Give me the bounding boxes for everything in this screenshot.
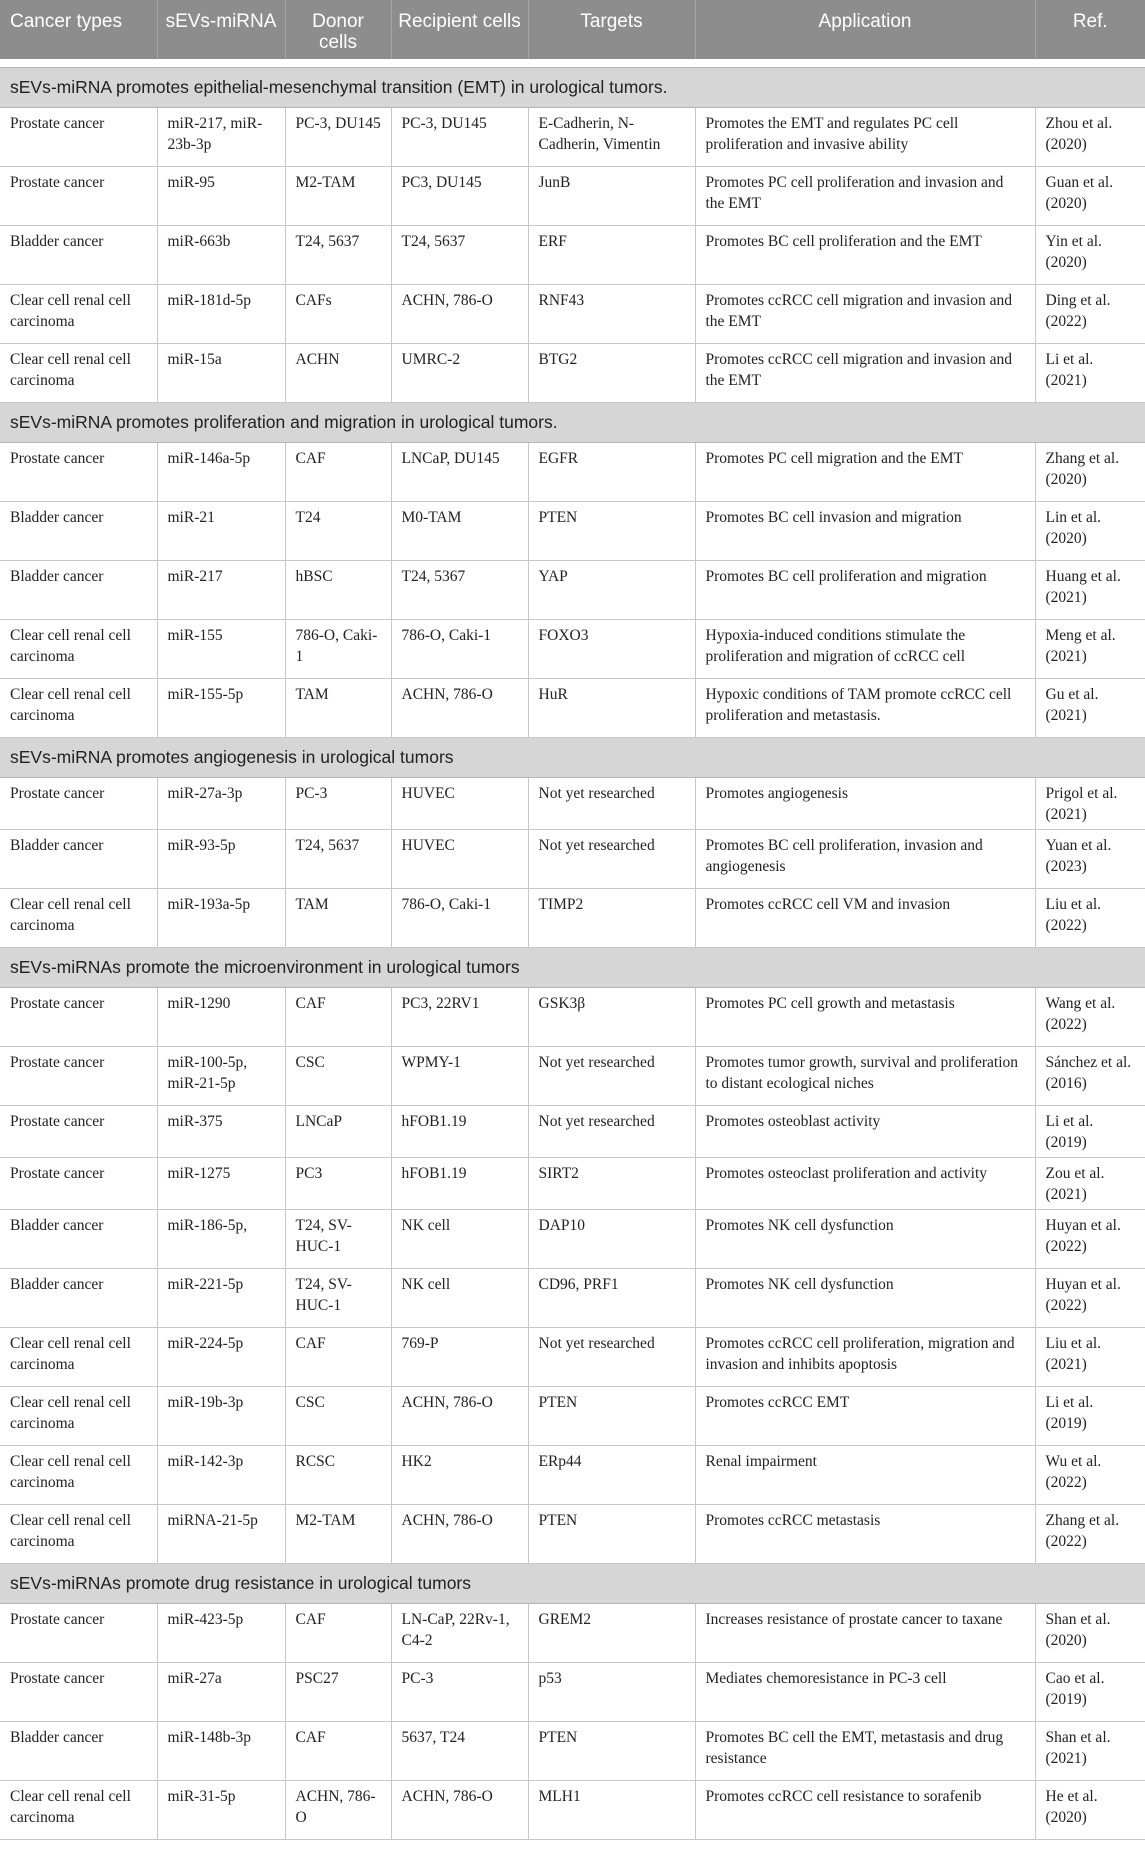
donor-cells-cell: RCSC [285, 1446, 391, 1505]
mirna-cell: miR-1275 [157, 1158, 285, 1210]
donor-cells-cell: T24, SV-HUC-1 [285, 1210, 391, 1269]
recipient-cells-cell: PC3, DU145 [391, 167, 528, 226]
table-row [0, 778, 1145, 830]
table-row [0, 988, 1145, 1047]
donor-cells-cell: CSC [285, 1047, 391, 1106]
recipient-cells-cell: ACHN, 786-O [391, 1387, 528, 1446]
ref-cell: Zou et al. (2021) [1035, 1158, 1145, 1210]
cancer-type-cell: Clear cell renal cell carcinoma [0, 1781, 157, 1840]
recipient-cells-cell: hFOB1.19 [391, 1158, 528, 1210]
recipient-cells-cell: 5637, T24 [391, 1722, 528, 1781]
application-cell: Promotes BC cell proliferation and the EMT [695, 226, 1035, 285]
table-row [0, 1158, 1145, 1210]
targets-cell: EGFR [528, 443, 695, 502]
targets-cell: GREM2 [528, 1604, 695, 1663]
application-cell: Promotes ccRCC cell migration and invasion and the EMT [695, 285, 1035, 344]
header-spacer [0, 59, 1145, 68]
recipient-cells-cell: ACHN, 786-O [391, 1505, 528, 1564]
ref-cell: Gu et al. (2021) [1035, 679, 1145, 738]
cancer-type-cell: Clear cell renal cell carcinoma [0, 1446, 157, 1505]
mirna-cell: miR-217 [157, 561, 285, 620]
cancer-type-cell: Bladder cancer [0, 1269, 157, 1328]
table-row [0, 1269, 1145, 1328]
mirna-cell: miR-27a [157, 1663, 285, 1722]
cancer-type-cell: Bladder cancer [0, 226, 157, 285]
ref-cell: Liu et al. (2022) [1035, 889, 1145, 948]
mirna-cell: miR-186-5p, [157, 1210, 285, 1269]
recipient-cells-cell: hFOB1.19 [391, 1106, 528, 1158]
table-row [0, 1210, 1145, 1269]
application-cell: Promotes PC cell proliferation and invasion and the EMT [695, 167, 1035, 226]
donor-cells-cell: TAM [285, 679, 391, 738]
mirna-cell: miR-1290 [157, 988, 285, 1047]
section-header-row [0, 948, 1145, 988]
cancer-type-cell: Prostate cancer [0, 1604, 157, 1663]
targets-cell: ERF [528, 226, 695, 285]
targets-cell: CD96, PRF1 [528, 1269, 695, 1328]
table-row [0, 1505, 1145, 1564]
recipient-cells-cell: 769-P [391, 1328, 528, 1387]
mirna-cell: miR-155 [157, 620, 285, 679]
application-cell: Renal impairment [695, 1446, 1035, 1505]
application-cell: Promotes angiogenesis [695, 778, 1035, 830]
targets-cell: JunB [528, 167, 695, 226]
mirna-cell: miR-27a-3p [157, 778, 285, 830]
ref-cell: Lin et al. (2020) [1035, 502, 1145, 561]
donor-cells-cell: PC3 [285, 1158, 391, 1210]
application-cell: Promotes ccRCC cell resistance to sorafenib [695, 1781, 1035, 1840]
donor-cells-cell: PC-3 [285, 778, 391, 830]
donor-cells-cell: T24, 5637 [285, 226, 391, 285]
ref-cell: He et al. (2020) [1035, 1781, 1145, 1840]
application-cell: Increases resistance of prostate cancer to taxane [695, 1604, 1035, 1663]
cancer-type-cell: Prostate cancer [0, 988, 157, 1047]
cancer-type-cell: Prostate cancer [0, 1047, 157, 1106]
application-cell: Promotes NK cell dysfunction [695, 1269, 1035, 1328]
mirna-cell: miR-193a-5p [157, 889, 285, 948]
application-cell: Promotes ccRCC cell VM and invasion [695, 889, 1035, 948]
recipient-cells-cell: WPMY-1 [391, 1047, 528, 1106]
application-cell: Promotes tumor growth, survival and proliferation to distant ecological niches [695, 1047, 1035, 1106]
section-title: sEVs-miRNA promotes angiogenesis in urological tumors [0, 738, 1145, 778]
targets-cell: FOXO3 [528, 620, 695, 679]
targets-cell: TIMP2 [528, 889, 695, 948]
table-row [0, 889, 1145, 948]
cancer-type-cell: Bladder cancer [0, 1722, 157, 1781]
recipient-cells-cell: ACHN, 786-O [391, 285, 528, 344]
recipient-cells-cell: NK cell [391, 1210, 528, 1269]
donor-cells-cell: PC-3, DU145 [285, 108, 391, 167]
ref-cell: Zhang et al. (2020) [1035, 443, 1145, 502]
recipient-cells-cell: PC3, 22RV1 [391, 988, 528, 1047]
ref-cell: Li et al. (2019) [1035, 1387, 1145, 1446]
table-row [0, 108, 1145, 167]
mirna-cell: miR-181d-5p [157, 285, 285, 344]
ref-cell: Huang et al. (2021) [1035, 561, 1145, 620]
application-cell: Promotes osteoclast proliferation and activity [695, 1158, 1035, 1210]
header-sevs-mirna: sEVs-miRNA [157, 0, 285, 59]
recipient-cells-cell: ACHN, 786-O [391, 1781, 528, 1840]
section-header-row [0, 68, 1145, 108]
cancer-type-cell: Bladder cancer [0, 830, 157, 889]
ref-cell: Wang et al. (2022) [1035, 988, 1145, 1047]
donor-cells-cell: PSC27 [285, 1663, 391, 1722]
header-cancer-types: Cancer types [0, 0, 157, 59]
targets-cell: E-Cadherin, N-Cadherin, Vimentin [528, 108, 695, 167]
header-recipient-cells: Recipient cells [391, 0, 528, 59]
cancer-type-cell: Bladder cancer [0, 1210, 157, 1269]
table-row [0, 443, 1145, 502]
mirna-cell: miR-100-5p, miR-21-5p [157, 1047, 285, 1106]
ref-cell: Li et al. (2019) [1035, 1106, 1145, 1158]
donor-cells-cell: ACHN, 786-O [285, 1781, 391, 1840]
mirna-cell: miR-31-5p [157, 1781, 285, 1840]
recipient-cells-cell: NK cell [391, 1269, 528, 1328]
donor-cells-cell: CAF [285, 443, 391, 502]
application-cell: Promotes osteoblast activity [695, 1106, 1035, 1158]
recipient-cells-cell: M0-TAM [391, 502, 528, 561]
mirna-cell: miR-93-5p [157, 830, 285, 889]
application-cell: Promotes PC cell migration and the EMT [695, 443, 1035, 502]
targets-cell: PTEN [528, 502, 695, 561]
table-row [0, 561, 1145, 620]
ref-cell: Huyan et al. (2022) [1035, 1269, 1145, 1328]
recipient-cells-cell: HUVEC [391, 830, 528, 889]
ref-cell: Guan et al. (2020) [1035, 167, 1145, 226]
table-row [0, 830, 1145, 889]
recipient-cells-cell: LN-CaP, 22Rv-1, C4-2 [391, 1604, 528, 1663]
application-cell: Promotes BC cell proliferation, invasion and angiogenesis [695, 830, 1035, 889]
targets-cell: GSK3β [528, 988, 695, 1047]
table-row [0, 226, 1145, 285]
recipient-cells-cell: PC-3 [391, 1663, 528, 1722]
recipient-cells-cell: T24, 5367 [391, 561, 528, 620]
targets-cell: Not yet researched [528, 830, 695, 889]
mirna-cell: miR-15a [157, 344, 285, 403]
table-row [0, 679, 1145, 738]
header-row [0, 0, 1145, 59]
application-cell: Promotes ccRCC metastasis [695, 1505, 1035, 1564]
ref-cell: Wu et al. (2022) [1035, 1446, 1145, 1505]
cancer-type-cell: Prostate cancer [0, 1158, 157, 1210]
cancer-type-cell: Clear cell renal cell carcinoma [0, 344, 157, 403]
section-title: sEVs-miRNA promotes epithelial-mesenchymal transition (EMT) in urological tumors. [0, 68, 1145, 108]
recipient-cells-cell: HK2 [391, 1446, 528, 1505]
mirna-cell: miR-19b-3p [157, 1387, 285, 1446]
table-row [0, 1106, 1145, 1158]
cancer-type-cell: Bladder cancer [0, 561, 157, 620]
table-row [0, 1781, 1145, 1840]
table-row [0, 344, 1145, 403]
donor-cells-cell: CAF [285, 1604, 391, 1663]
mirna-cell: miR-21 [157, 502, 285, 561]
table-row [0, 1722, 1145, 1781]
cancer-type-cell: Clear cell renal cell carcinoma [0, 1328, 157, 1387]
section-title: sEVs-miRNAs promote the microenvironment in urological tumors [0, 948, 1145, 988]
cancer-type-cell: Prostate cancer [0, 1663, 157, 1722]
ref-cell: Cao et al. (2019) [1035, 1663, 1145, 1722]
cancer-type-cell: Prostate cancer [0, 443, 157, 502]
targets-cell: BTG2 [528, 344, 695, 403]
ref-cell: Sánchez et al. (2016) [1035, 1047, 1145, 1106]
donor-cells-cell: CAF [285, 1722, 391, 1781]
targets-cell: p53 [528, 1663, 695, 1722]
recipient-cells-cell: HUVEC [391, 778, 528, 830]
targets-cell: HuR [528, 679, 695, 738]
ref-cell: Yin et al. (2020) [1035, 226, 1145, 285]
mirna-cell: miR-663b [157, 226, 285, 285]
header-application: Application [695, 0, 1035, 59]
table-row [0, 1047, 1145, 1106]
targets-cell: YAP [528, 561, 695, 620]
application-cell: Promotes ccRCC cell migration and invasion and the EMT [695, 344, 1035, 403]
application-cell: Mediates chemoresistance in PC-3 cell [695, 1663, 1035, 1722]
targets-cell: Not yet researched [528, 1328, 695, 1387]
donor-cells-cell: T24, 5637 [285, 830, 391, 889]
section-header-row [0, 738, 1145, 778]
mirna-cell: miR-148b-3p [157, 1722, 285, 1781]
donor-cells-cell: TAM [285, 889, 391, 948]
cancer-type-cell: Clear cell renal cell carcinoma [0, 889, 157, 948]
application-cell: Promotes BC cell proliferation and migration [695, 561, 1035, 620]
section-header-row [0, 1564, 1145, 1604]
table-row [0, 502, 1145, 561]
application-cell: Promotes ccRCC EMT [695, 1387, 1035, 1446]
table-row [0, 285, 1145, 344]
donor-cells-cell: M2-TAM [285, 167, 391, 226]
cancer-type-cell: Prostate cancer [0, 778, 157, 830]
application-cell: Promotes ccRCC cell proliferation, migration and invasion and inhibits apoptosis [695, 1328, 1035, 1387]
cancer-type-cell: Clear cell renal cell carcinoma [0, 1387, 157, 1446]
donor-cells-cell: hBSC [285, 561, 391, 620]
application-cell: Promotes BC cell the EMT, metastasis and drug resistance [695, 1722, 1035, 1781]
recipient-cells-cell: T24, 5637 [391, 226, 528, 285]
donor-cells-cell: LNCaP [285, 1106, 391, 1158]
cancer-type-cell: Prostate cancer [0, 167, 157, 226]
ref-cell: Liu et al. (2021) [1035, 1328, 1145, 1387]
recipient-cells-cell: LNCaP, DU145 [391, 443, 528, 502]
application-cell: Promotes PC cell growth and metastasis [695, 988, 1035, 1047]
targets-cell: SIRT2 [528, 1158, 695, 1210]
ref-cell: Li et al. (2021) [1035, 344, 1145, 403]
recipient-cells-cell: 786-O, Caki-1 [391, 889, 528, 948]
targets-cell: PTEN [528, 1387, 695, 1446]
application-cell: Hypoxia-induced conditions stimulate the proliferation and migration of ccRCC cell [695, 620, 1035, 679]
mirna-cell: miR-155-5p [157, 679, 285, 738]
application-cell: Promotes BC cell invasion and migration [695, 502, 1035, 561]
ref-cell: Shan et al. (2020) [1035, 1604, 1145, 1663]
donor-cells-cell: M2-TAM [285, 1505, 391, 1564]
targets-cell: PTEN [528, 1722, 695, 1781]
cancer-type-cell: Prostate cancer [0, 1106, 157, 1158]
mirna-cell: miR-146a-5p [157, 443, 285, 502]
mirna-cell: miR-224-5p [157, 1328, 285, 1387]
ref-cell: Prigol et al. (2021) [1035, 778, 1145, 830]
ref-cell: Zhang et al. (2022) [1035, 1505, 1145, 1564]
targets-cell: RNF43 [528, 285, 695, 344]
header-donor-cells: Donor cells [285, 0, 391, 59]
cancer-type-cell: Clear cell renal cell carcinoma [0, 679, 157, 738]
donor-cells-cell: CSC [285, 1387, 391, 1446]
application-cell: Promotes NK cell dysfunction [695, 1210, 1035, 1269]
targets-cell: Not yet researched [528, 1106, 695, 1158]
donor-cells-cell: T24, SV-HUC-1 [285, 1269, 391, 1328]
table-row [0, 1328, 1145, 1387]
application-cell: Promotes the EMT and regulates PC cell proliferation and invasive ability [695, 108, 1035, 167]
cancer-type-cell: Prostate cancer [0, 108, 157, 167]
table-row [0, 1387, 1145, 1446]
cancer-type-cell: Clear cell renal cell carcinoma [0, 285, 157, 344]
mirna-cell: miRNA-21-5p [157, 1505, 285, 1564]
table-row [0, 620, 1145, 679]
recipient-cells-cell: PC-3, DU145 [391, 108, 528, 167]
ref-cell: Ding et al. (2022) [1035, 285, 1145, 344]
cancer-type-cell: Bladder cancer [0, 502, 157, 561]
targets-cell: PTEN [528, 1505, 695, 1564]
recipient-cells-cell: ACHN, 786-O [391, 679, 528, 738]
recipient-cells-cell: 786-O, Caki-1 [391, 620, 528, 679]
targets-cell: DAP10 [528, 1210, 695, 1269]
targets-cell: MLH1 [528, 1781, 695, 1840]
targets-cell: ERp44 [528, 1446, 695, 1505]
table-row [0, 167, 1145, 226]
ref-cell: Shan et al. (2021) [1035, 1722, 1145, 1781]
section-title: sEVs-miRNAs promote drug resistance in urological tumors [0, 1564, 1145, 1604]
header-targets: Targets [528, 0, 695, 59]
recipient-cells-cell: UMRC-2 [391, 344, 528, 403]
cancer-type-cell: Clear cell renal cell carcinoma [0, 620, 157, 679]
table-body [0, 59, 1145, 1840]
spacer-cell [0, 59, 1145, 68]
mirna-cell: miR-375 [157, 1106, 285, 1158]
donor-cells-cell: 786-O, Caki-1 [285, 620, 391, 679]
mirna-cell: miR-217, miR-23b-3p [157, 108, 285, 167]
ref-cell: Meng et al. (2021) [1035, 620, 1145, 679]
mirna-cell: miR-95 [157, 167, 285, 226]
donor-cells-cell: CAFs [285, 285, 391, 344]
donor-cells-cell: T24 [285, 502, 391, 561]
section-header-row [0, 403, 1145, 443]
ref-cell: Zhou et al. (2020) [1035, 108, 1145, 167]
ref-cell: Huyan et al. (2022) [1035, 1210, 1145, 1269]
targets-cell: Not yet researched [528, 778, 695, 830]
header-ref: Ref. [1035, 0, 1145, 59]
donor-cells-cell: CAF [285, 1328, 391, 1387]
donor-cells-cell: CAF [285, 988, 391, 1047]
mirna-cell: miR-142-3p [157, 1446, 285, 1505]
application-cell: Hypoxic conditions of TAM promote ccRCC cell proliferation and metastasis. [695, 679, 1035, 738]
cancer-type-cell: Clear cell renal cell carcinoma [0, 1505, 157, 1564]
mirna-cell: miR-221-5p [157, 1269, 285, 1328]
table-row [0, 1446, 1145, 1505]
mirna-cell: miR-423-5p [157, 1604, 285, 1663]
donor-cells-cell: ACHN [285, 344, 391, 403]
table-row [0, 1663, 1145, 1722]
table-row [0, 1604, 1145, 1663]
ref-cell: Yuan et al. (2023) [1035, 830, 1145, 889]
targets-cell: Not yet researched [528, 1047, 695, 1106]
section-title: sEVs-miRNA promotes proliferation and migration in urological tumors. [0, 403, 1145, 443]
